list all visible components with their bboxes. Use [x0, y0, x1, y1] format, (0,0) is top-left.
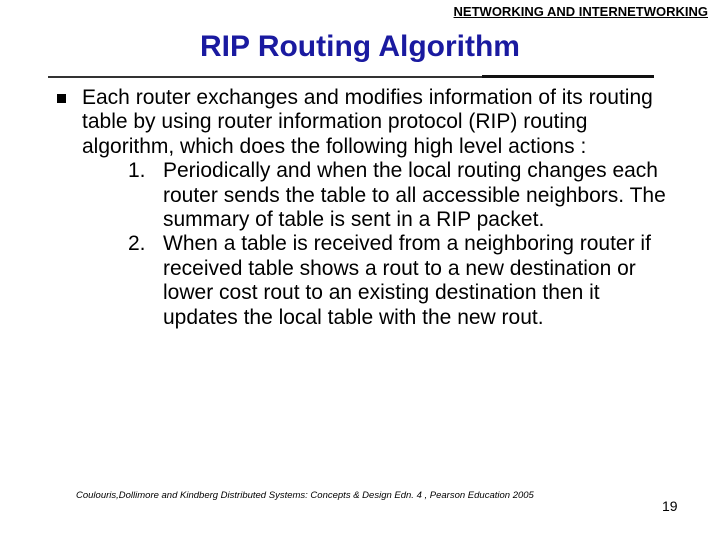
numbered-list — [52, 159, 672, 330]
numbered-item-1 — [128, 159, 672, 232]
numbered-item-2 — [128, 232, 672, 330]
slide-title: RIP Routing Algorithm — [200, 30, 520, 63]
item-text: Periodically and when the local routing changes each router sends the table to all accessible neighbors. The summary of table is sent in a RIP packet. — [163, 159, 666, 232]
square-bullet-icon — [57, 94, 66, 103]
page-number: 19 — [662, 498, 678, 514]
item-text: When a table is received from a neighboring router if received table shows a rout to a new destination or lower cost rout to an existing destination then it updates the local table with the new rout. — [163, 232, 651, 329]
item-number: 2. — [128, 232, 146, 256]
title-divider-thick — [482, 75, 654, 78]
item-number: 1. — [128, 159, 146, 183]
citation-footer: Coulouris,Dollimore and Kindberg Distributed Systems: Concepts & Design Edn. 4 , Pearson Education 2005 — [76, 490, 534, 501]
bullet-item — [52, 86, 672, 159]
course-header: NETWORKING AND INTERNETWORKING — [453, 4, 708, 19]
title-divider-thin — [48, 76, 482, 78]
bullet-text: Each router exchanges and modifies information of its routing table by using router information protocol (RIP) routing algorithm, which does the following high level actions : — [82, 86, 653, 158]
slide-body — [52, 86, 672, 330]
